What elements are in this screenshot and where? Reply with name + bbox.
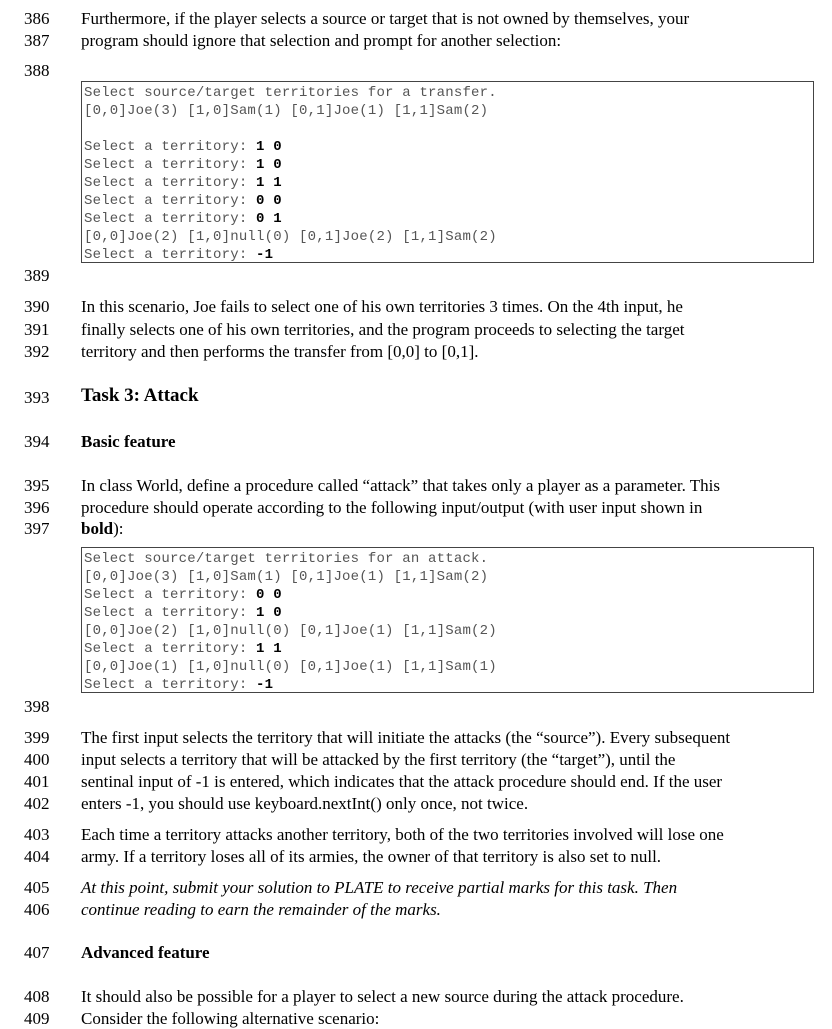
code-line: Select a territory: 0 0 — [84, 587, 282, 603]
paragraph-line: The first input selects the territory that will initiate the attacks (the “source”). Every subsequent — [81, 728, 731, 747]
line-number: 406 — [24, 900, 50, 919]
code-line: Select a territory: -1 — [84, 247, 274, 263]
code-line: Select a territory: 1 1 — [84, 175, 282, 191]
code-line: [0,0]Joe(2) [1,0]null(0) [0,1]Joe(2) [1,1]Sam(2) — [84, 229, 497, 245]
section-heading: Task 3: Attack — [81, 385, 199, 406]
paragraph-line: Each time a territory attacks another territory, both of the two territories involved will lose one — [81, 825, 724, 844]
line-number: 392 — [24, 342, 50, 361]
user-input: 0 0 — [256, 193, 282, 209]
code-line: [0,0]Joe(3) [1,0]Sam(1) [0,1]Joe(1) [1,1]Sam(2) — [84, 569, 489, 585]
paragraph-line: finally selects one of his own territories, and the program proceeds to selecting the target — [81, 320, 685, 339]
line-number: 399 — [24, 728, 50, 747]
subsection-heading: Basic feature — [81, 432, 176, 451]
line-number: 403 — [24, 825, 50, 844]
code-line: [0,0]Joe(1) [1,0]null(0) [0,1]Joe(1) [1,1]Sam(1) — [84, 659, 497, 675]
paragraph-line: At this point, submit your solution to PLATE to receive partial marks for this task. Then — [81, 878, 678, 897]
paragraph-line: territory and then performs the transfer from [0,0] to [0,1]. — [81, 342, 479, 361]
line-number: 389 — [24, 266, 50, 285]
paragraph-line: sentinal input of -1 is entered, which indicates that the attack procedure should end. If the user — [81, 772, 723, 791]
paragraph-line: enters -1, you should use keyboard.nextInt() only once, not twice. — [81, 794, 529, 813]
line-number: 405 — [24, 878, 50, 897]
line-number: 401 — [24, 772, 50, 791]
code-line — [84, 120, 813, 138]
user-input: 1 1 — [256, 175, 282, 191]
code-line: Select a territory: 1 0 — [84, 605, 282, 621]
user-input: 1 0 — [256, 605, 282, 621]
code-line: [0,0]Joe(2) [1,0]null(0) [0,1]Joe(1) [1,1]Sam(2) — [84, 623, 497, 639]
subsection-heading: Advanced feature — [81, 943, 210, 962]
line-number: 400 — [24, 750, 50, 769]
line-number: 407 — [24, 943, 50, 962]
line-number: 398 — [24, 697, 50, 716]
paragraph-line: Furthermore, if the player selects a source or target that is not owned by themselves, your — [81, 9, 690, 28]
line-number: 404 — [24, 847, 50, 866]
code-line: Select a territory: 1 1 — [84, 641, 282, 657]
paragraph-line: army. If a territory loses all of its armies, the owner of that territory is also set to null. — [81, 847, 662, 866]
line-number: 396 — [24, 498, 50, 517]
paragraph-line: Consider the following alternative scenario: — [81, 1009, 380, 1028]
code-line: Select a territory: 1 0 — [84, 157, 282, 173]
line-number: 386 — [24, 9, 50, 28]
user-input: -1 — [256, 247, 274, 263]
user-input: 1 1 — [256, 641, 282, 657]
line-number: 387 — [24, 31, 50, 50]
line-number: 394 — [24, 432, 50, 451]
code-line: Select a territory: 0 1 — [84, 211, 282, 227]
user-input: 1 0 — [256, 157, 282, 173]
user-input: -1 — [256, 677, 274, 693]
code-line: [0,0]Joe(3) [1,0]Sam(1) [0,1]Joe(1) [1,1]Sam(2) — [84, 103, 489, 119]
code-line: Select source/target territories for a transfer. — [84, 85, 497, 101]
line-number: 388 — [24, 61, 50, 80]
line-number: 390 — [24, 297, 50, 316]
code-line: Select a territory: 0 0 — [84, 193, 282, 209]
line-number: 395 — [24, 476, 50, 495]
user-input: 0 1 — [256, 211, 282, 227]
line-number: 393 — [24, 388, 50, 407]
line-number: 408 — [24, 987, 50, 1006]
paragraph-line: continue reading to earn the remainder of the marks. — [81, 900, 441, 919]
line-number: 391 — [24, 320, 50, 339]
paragraph-line: procedure should operate according to the following input/output (with user input shown in — [81, 498, 703, 517]
code-line: Select a territory: 1 0 — [84, 139, 282, 155]
bold-word: bold — [81, 519, 114, 538]
line-number: 402 — [24, 794, 50, 813]
paragraph-line: bold): — [81, 519, 124, 538]
paragraph-line: program should ignore that selection and prompt for another selection: — [81, 31, 562, 50]
user-input: 1 0 — [256, 139, 282, 155]
code-line: Select a territory: -1 — [84, 677, 274, 693]
code-block-attack — [81, 547, 814, 693]
line-number: 409 — [24, 1009, 50, 1028]
paragraph-line: In this scenario, Joe fails to select one of his own territories 3 times. On the 4th input, he — [81, 297, 683, 316]
line-number: 397 — [24, 519, 50, 538]
code-block-transfer — [81, 81, 814, 263]
paragraph-line: input selects a territory that will be attacked by the first territory (the “target”), until the — [81, 750, 676, 769]
paragraph-line: It should also be possible for a player to select a new source during the attack procedure. — [81, 987, 684, 1006]
paragraph-line: In class World, define a procedure called “attack” that takes only a player as a parameter. This — [81, 476, 721, 495]
user-input: 0 0 — [256, 587, 282, 603]
code-line: Select source/target territories for an attack. — [84, 551, 489, 567]
